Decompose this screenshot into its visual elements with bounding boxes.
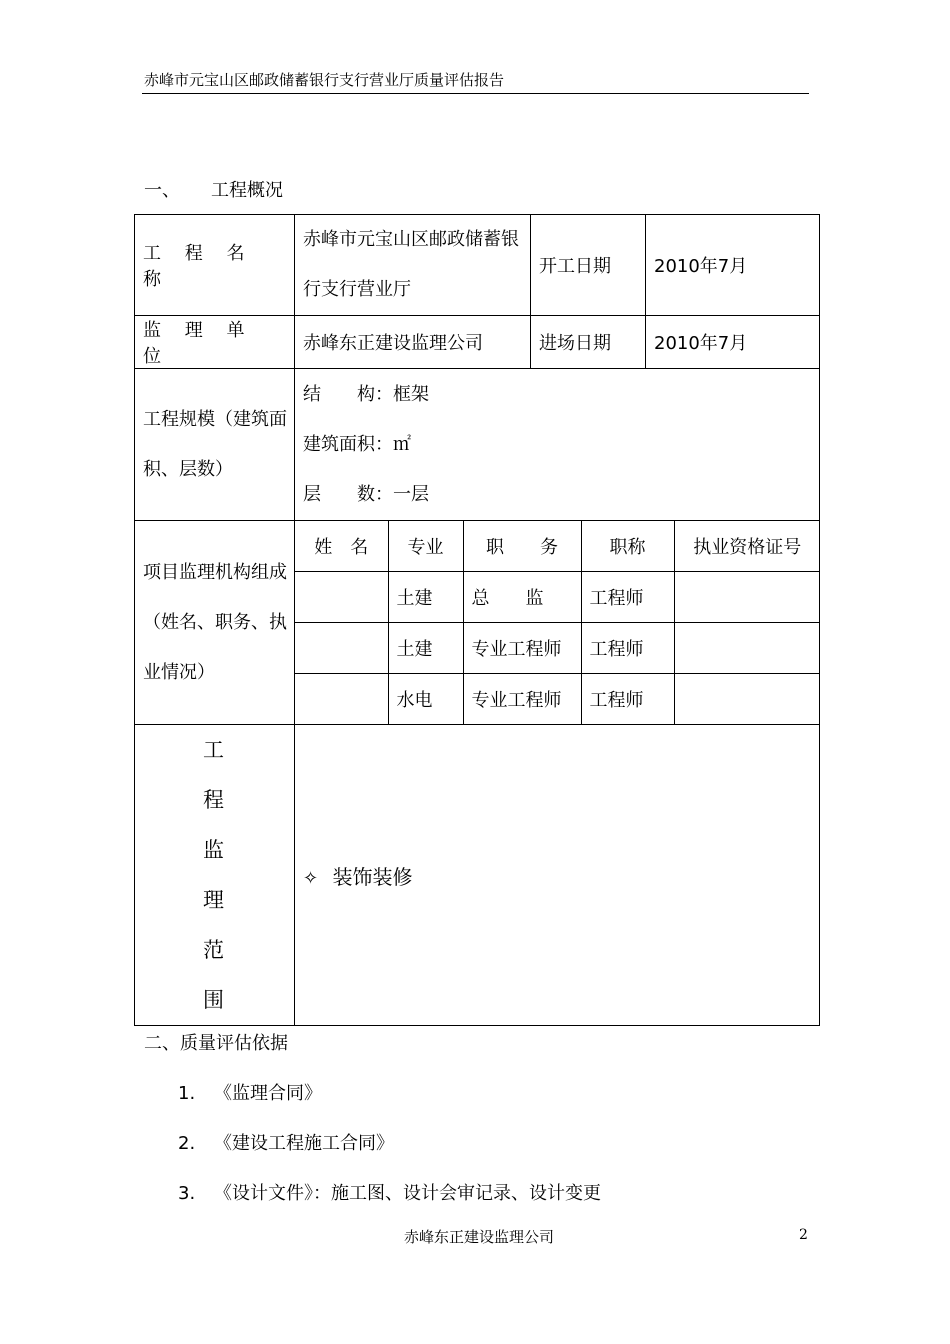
org-label: 项目监理机构组成（姓名、职务、执业情况） xyxy=(135,521,295,725)
scope-label-char: 范 xyxy=(203,938,224,962)
header-rule xyxy=(142,93,809,94)
scope-label-char: 理 xyxy=(203,888,224,912)
org-cell-title: 工程师 xyxy=(581,572,674,623)
scale-area: 建筑面积：㎡ xyxy=(303,433,411,455)
basis-item xyxy=(178,1179,601,1205)
org-header-specialty: 专业 xyxy=(388,521,463,572)
org-cell-title: 工程师 xyxy=(581,674,674,725)
basis-item-number: 2. xyxy=(178,1133,196,1154)
footer-company: 赤峰东正建设监理公司 xyxy=(404,1228,555,1246)
org-cell-specialty: 土建 xyxy=(388,572,463,623)
scope-label-char: 程 xyxy=(203,788,224,812)
scope-label xyxy=(135,725,295,1026)
diamond-bullet-icon: ✧ xyxy=(303,867,319,889)
header-title: 赤峰市元宝山区邮政储蓄银行支行营业厅质量评估报告 xyxy=(144,71,505,89)
scale-floors: 层 数：一层 xyxy=(303,483,429,505)
basis-item xyxy=(178,1129,394,1155)
basis-item-text: 《监理合同》 xyxy=(214,1083,322,1104)
org-row xyxy=(295,674,820,725)
section1-number: 一、 xyxy=(144,180,180,201)
basis-item-number: 3. xyxy=(178,1183,196,1204)
basis-item-number: 1. xyxy=(178,1083,196,1104)
start-date-value: 2010年7月 xyxy=(646,215,820,316)
org-cell-cert xyxy=(674,623,820,674)
scope-content xyxy=(295,725,820,1026)
basis-item-text: 《建设工程施工合同》 xyxy=(214,1133,394,1154)
supervisor-label: 监 理 单 位 xyxy=(135,316,295,369)
org-cell-specialty: 水电 xyxy=(388,674,463,725)
scope-label-char: 监 xyxy=(203,838,224,862)
scope-label-vertical xyxy=(199,725,229,1025)
scope-label-char: 围 xyxy=(203,988,224,1012)
project-name-value: 赤峰市元宝山区邮政储蓄银行支行营业厅 xyxy=(295,215,531,316)
start-date-label: 开工日期 xyxy=(531,215,646,316)
org-cell-specialty: 土建 xyxy=(388,623,463,674)
org-cell-name xyxy=(295,674,388,725)
org-cell-cert xyxy=(674,674,820,725)
page-number: 2 xyxy=(799,1227,808,1243)
scope-label-char: 工 xyxy=(203,738,224,762)
section1-title: 工程概况 xyxy=(211,180,283,201)
org-members-table xyxy=(295,521,820,724)
org-header-title: 职称 xyxy=(581,521,674,572)
org-cell-cert xyxy=(674,572,820,623)
org-header-cert: 执业资格证号 xyxy=(674,521,820,572)
org-members-cell xyxy=(295,521,820,725)
entry-date-label: 进场日期 xyxy=(531,316,646,369)
basis-item xyxy=(178,1079,322,1105)
org-cell-name xyxy=(295,623,388,674)
org-cell-title: 工程师 xyxy=(581,623,674,674)
basis-item-text: 《设计文件》：施工图、设计会审记录、设计变更 xyxy=(214,1183,601,1204)
org-header-duty: 职 务 xyxy=(463,521,581,572)
scale-structure: 结 构：框架 xyxy=(303,383,429,405)
org-cell-duty: 总 监 xyxy=(463,572,581,623)
project-scale-details xyxy=(295,369,820,521)
org-cell-duty: 专业工程师 xyxy=(463,623,581,674)
scope-value: 装饰装修 xyxy=(332,864,413,889)
project-name-label: 工 程 名 称 xyxy=(135,215,295,316)
org-row xyxy=(295,572,820,623)
org-header-name: 姓 名 xyxy=(295,521,388,572)
entry-date-value: 2010年7月 xyxy=(646,316,820,369)
supervisor-value: 赤峰东正建设监理公司 xyxy=(295,316,531,369)
org-cell-name xyxy=(295,572,388,623)
project-scale-label: 工程规模（建筑面积、层数） xyxy=(135,369,295,521)
org-row xyxy=(295,623,820,674)
org-cell-duty: 专业工程师 xyxy=(463,674,581,725)
project-overview-table xyxy=(134,214,820,1026)
section2-title: 二、质量评估依据 xyxy=(144,1033,288,1054)
